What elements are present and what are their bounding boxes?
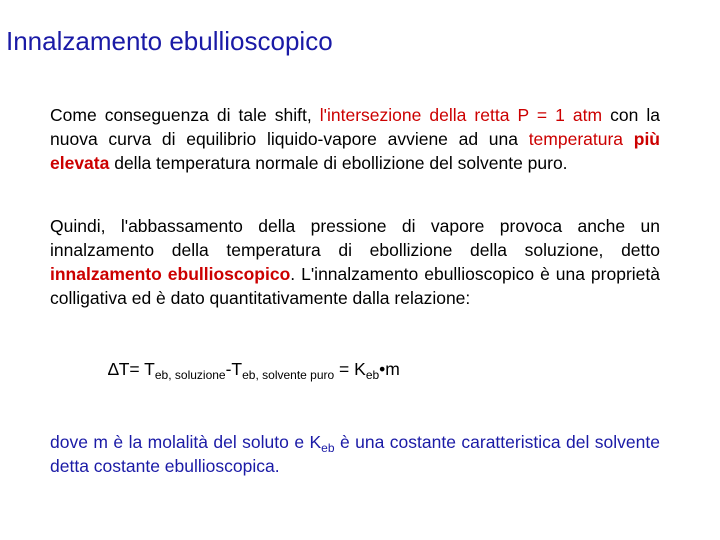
formula-subscript: eb, solvente puro <box>242 368 335 382</box>
slide-title: Innalzamento ebullioscopico <box>6 26 333 56</box>
formula-part: = K <box>334 359 366 379</box>
paragraph-shift-explanation <box>50 103 660 175</box>
formula-subscript: eb, soluzione <box>154 368 226 382</box>
highlighted-text: l'intersezione della retta P = 1 atm <box>319 105 603 125</box>
text-segment: della temperatura normale di ebollizione del solvente puro. <box>109 153 568 173</box>
formula-subscript: eb <box>365 368 380 382</box>
boiling-point-elevation-formula <box>108 359 400 380</box>
text-segment: . L'innalzamento ebullioscopico è una proprietà colligativa ed è dato quantitativamente dalla relazione: <box>50 264 660 308</box>
text-segment: è una costante caratteristica del solvente detta costante ebullioscopica. <box>50 432 660 476</box>
formula-part: T= T <box>118 359 155 379</box>
highlighted-text: temperatura <box>528 129 634 149</box>
paragraph-colligative-property <box>50 214 660 310</box>
formula-part: -T <box>225 359 243 379</box>
subscript: eb <box>321 441 335 455</box>
formula-part: •m <box>379 359 400 379</box>
delta-symbol: ∆ <box>108 359 119 379</box>
text-segment: Come conseguenza di tale shift, <box>50 105 320 125</box>
text-segment: con la nuova curva di equilibrio liquido-vapore avviene ad una <box>50 105 660 149</box>
text-segment: Quindi, l'abbassamento della pressione di vapore provoca anche un innalzamento della temperatura di ebollizione della soluzione, detto <box>50 216 660 260</box>
highlighted-bold-text: innalzamento ebullioscopico <box>50 264 291 284</box>
text-segment: dove m è la molalità del soluto e K <box>50 432 322 452</box>
highlighted-bold-text: più elevata <box>50 129 660 173</box>
paragraph-definition <box>50 430 660 478</box>
